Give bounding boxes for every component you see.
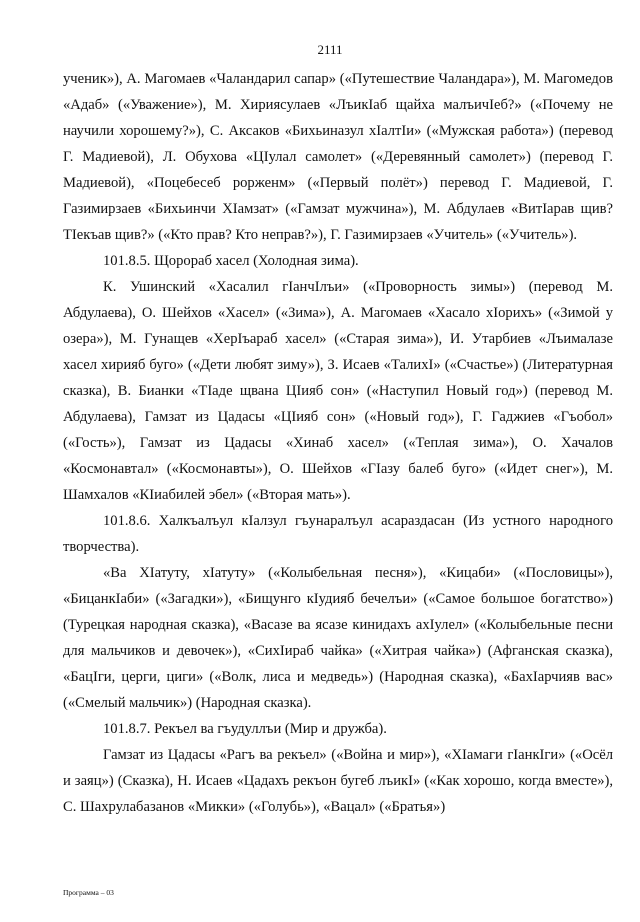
paragraph-folk-works: «Ва ХIатуту, хIатуту» («Колыбельная песня»), «Кицаби» («Пословицы»), «БицанкIаби» («Загадки»), «Бищунго кIудияб бечелъи» («Самое большое богатство») (Турецкая народная сказка), «Васазе ва ясазе кинидахъ ахIулел» («Колыбельные песни для мальчиков и девочек»), «СихIираб чайка» («Хитрая чайка») (Афганская сказка), «БацIги, церги, циги» («Волк, лиса и медведь») (Народная сказка), «БахIарчияв вас» («Смелый мальчик») (Народная сказка). (63, 565, 613, 711)
document-body (63, 66, 613, 820)
section-heading-cold-winter: 101.8.5. Щорораб хасел (Холодная зима). (103, 253, 359, 269)
paragraph-winter-works: К. Ушинский «Хасалил гIанчIлъи» («Проворность зимы») (перевод М. Абдулаева), О. Шейхов «Хасел» («Зима»), А. Магомаев «Хасало хIорихъ» («Зимой у озера»), М. Гунащев «ХерIъараб хасел» («Старая зима»), И. Утарбиев «Лъималазе хасел хирияб буго» («Дети любят зиму»), З. Исаев «ТалихI» («Счастье») (Литературная сказка), В. Бианки «ТIаде щвана ЦIияб сон» («Наступил Новый год») (перевод М. Абдулаева), Гамзат из Цадасы «ЦIияб сон» («Новый год»), Г. Гаджиев «Гъобол» («Гость»), Гамзат из Цадасы «Хинаб хасел» («Теплая зима»), О. Хачалов «Космонавтал» («Космонавты»), О. Шейхов «ГIазу балеб буго» («Идет снег»), М. Шамхалов «КIиабилей эбел» («Вторая мать»). (63, 279, 613, 503)
paragraph-peace-works: Гамзат из Цадасы «Рагъ ва рекъел» («Война и мир»), «ХIамаги гIанкIги» («Осёл и заяц») (Сказка), Н. Исаев «Цадахъ рекъон бугеб лъикI» («Как хорошо, когда вместе»), С. Шахрулабазанов «Микки» («Голубь»), «Вацал» («Братья») (63, 747, 613, 815)
section-heading-folk-creativity: 101.8.6. Халкъалъул кIалзул гъунаралъул асараздасан (Из устного народного творчества). (63, 513, 613, 555)
paragraph-authors-list: ученик»), А. Магомаев «Чаландарил сапар» («Путешествие Чаландара»), М. Магомедов «Адаб» («Уважение»), М. Хириясулаев «ЛъикIаб щайха малъичIеб?» («Почему не научили хорошему?»), С. Аксаков «Бихьиназул хIалтIи» («Мужская работа») (перевод Г. Мадиевой), Л. Обухова «ЦIулал самолет» («Деревянный самолет») (перевод Г. Мадиевой), «Поцебесеб рорженм» («Первый полёт») перевод Г. Мадиевой, Г. Газимирзаев «Бихьинчи ХIамзат» («Гамзат мужчина»), М. Абдулаев «ВитIарав щив? ТIекъав щив?» («Кто прав? Кто неправ?»), Г. Газимирзаев «Учитель» («Учитель»). (63, 71, 613, 243)
footer-label: Программа – 03 (63, 888, 114, 897)
page-number: 2111 (317, 42, 343, 57)
section-heading-peace-friendship: 101.8.7. Рекъел ва гъудуллъи (Мир и дружба). (103, 721, 387, 737)
